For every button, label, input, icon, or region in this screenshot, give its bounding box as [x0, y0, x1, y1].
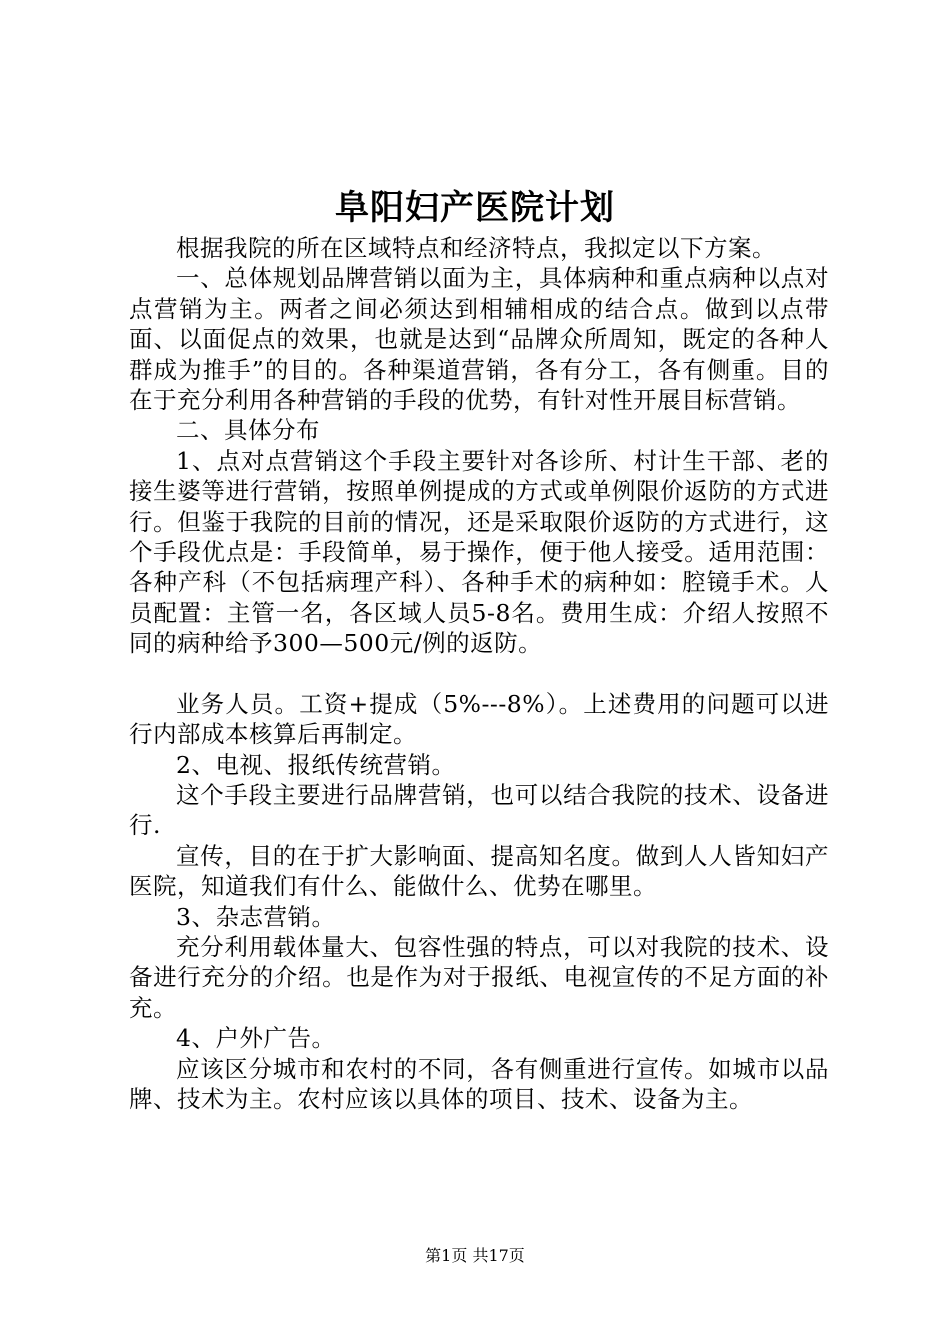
paragraph-tv-newspaper-body: 这个手段主要进行品牌营销，也可以结合我院的技术、设备进行.	[129, 780, 829, 840]
paragraph-outdoor-body: 应该区分城市和农村的不同，各有侧重进行宣传。如城市以品牌、技术为主。农村应该以具体的项目、技术、设备为主。	[129, 1054, 829, 1113]
paragraph-outdoor-heading: 4、户外广告。	[176, 1024, 336, 1053]
paragraph-staff-salary: 业务人员。工资+提成（5%---8%）。上述费用的问题可以进行内部成本核算后再制定。	[129, 689, 829, 749]
paragraph-magazine-body: 充分利用载体量大、包容性强的特点，可以对我院的技术、设备进行充分的介绍。也是作为对于报纸、电视宣传的不足方面的补充。	[129, 932, 829, 1022]
paragraph-intro: 根据我院的所在区域特点和经济特点，我拟定以下方案。	[176, 234, 776, 262]
paragraph-publicity: 宣传，目的在于扩大影响面、提高知名度。做到人人皆知妇产医院，知道我们有什么、能做什么、优势在哪里。	[129, 841, 829, 901]
paragraph-magazine-heading: 3、杂志营销。	[176, 902, 336, 931]
page-number-footer: 第1页 共17页	[425, 1246, 525, 1265]
paragraph-section-2-heading: 二、具体分布	[176, 416, 320, 445]
paragraph-tv-newspaper-heading: 2、电视、报纸传统营销。	[176, 750, 456, 779]
paragraph-section-1: 一、总体规划品牌营销以面为主，具体病种和重点病种以点对点营销为主。两者之间必须达到相辅相成的结合点。做到以点带面、以面促点的效果，也就是达到“品牌众所周知，既定的各种人群成为推手”的目的。各种渠道营销，各有分工，各有侧重。目的在于充分利用各种营销的手段的优势，有针对性开展目标营销。	[129, 264, 829, 415]
paragraph-point-to-point: 1、点对点营销这个手段主要针对各诊所、村计生干部、老的接生婆等进行营销，按照单例提成的方式或单例限价返防的方式进行。但鉴于我院的目前的情况，还是采取限价返防的方式进行，这个手段优点是：手段简单，易于操作，便于他人接受。适用范围：各种产科（不包括病理产科）、各种手术的病种如：腔镜手术。人员配置：主管一名，各区域人员5-8名。费用生成：介绍人按照不同的病种给予300—500元/例的返防。	[129, 446, 829, 658]
document-body	[129, 233, 829, 1114]
document-title: 阜阳妇产医院计划	[335, 188, 615, 228]
